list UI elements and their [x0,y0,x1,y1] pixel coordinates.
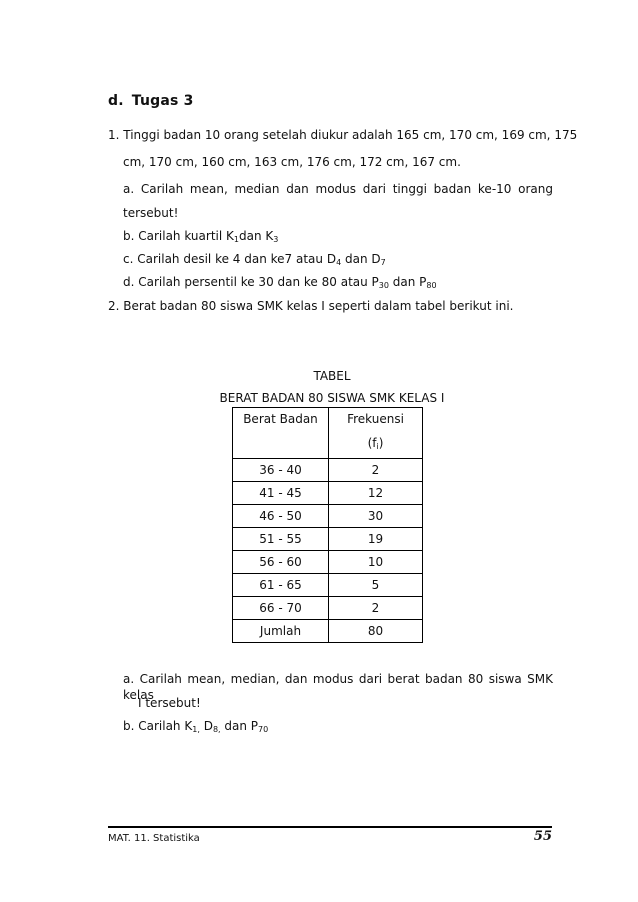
table-row: 61 - 65 5 [233,574,423,597]
question-1d: d. Carilah persentil ke 30 dan ke 80 atau $P_{30}$ dan $P_{80}$ [123,275,437,290]
question-1c: c. Carilah desil ke 4 dan ke7 atau $D_4$ dan $D_7$ [123,252,386,267]
question-2b: b. Carilah $K_{1,}$ $D_{8,}$ dan $P_{70}$ [123,719,269,734]
table-caption: TABEL [313,369,351,383]
section-letter: d. [108,93,124,109]
question-2a-line-2: I tersebut! [138,696,201,710]
question-2: 2. Berat badan 80 siswa SMK kelas I seperti dalam tabel berikut ini. [108,299,514,313]
header-weight: Berat Badan [233,408,329,459]
question-2a-line-1: a. Carilah mean, median, dan modus dari berat badan 80 siswa SMK kelas [123,672,553,702]
section-title: Tugas 3 [131,93,194,109]
table-total-row: Jumlah 80 [233,620,423,643]
footer-course-label: MAT. 11. Statistika [108,833,200,844]
question-1b: b. Carilah kuartil $K_1dan$ $K_3$ [123,229,279,244]
question-1a-line-2: tersebut! [123,206,179,220]
question-1a-line-1: a. Carilah mean, median dan modus dari tinggi badan ke-10 orang [123,182,553,196]
table-title: BERAT BADAN 80 SISWA SMK KELAS I [219,391,445,405]
footer-divider [108,826,552,828]
table-row: 46 - 50 30 [233,505,423,528]
page-number: 55 [533,829,552,844]
table-header-row [233,408,423,459]
question-1-line-2: cm, 170 cm, 160 cm, 163 cm, 176 cm, 172 cm, 167 cm. [123,155,461,169]
table-row: 41 - 45 12 [233,482,423,505]
table-row: 56 - 60 10 [233,551,423,574]
section-heading [108,93,194,109]
weight-frequency-table [232,407,423,643]
header-frequency: Frekuensi $(f_i)$ [329,408,423,459]
question-1-line-1: 1. Tinggi badan 10 orang setelah diukur adalah 165 cm, 170 cm, 169 cm, 175 [108,128,578,142]
table-row: 51 - 55 19 [233,528,423,551]
table-row: 36 - 40 2 [233,459,423,482]
table-row: 66 - 70 2 [233,597,423,620]
